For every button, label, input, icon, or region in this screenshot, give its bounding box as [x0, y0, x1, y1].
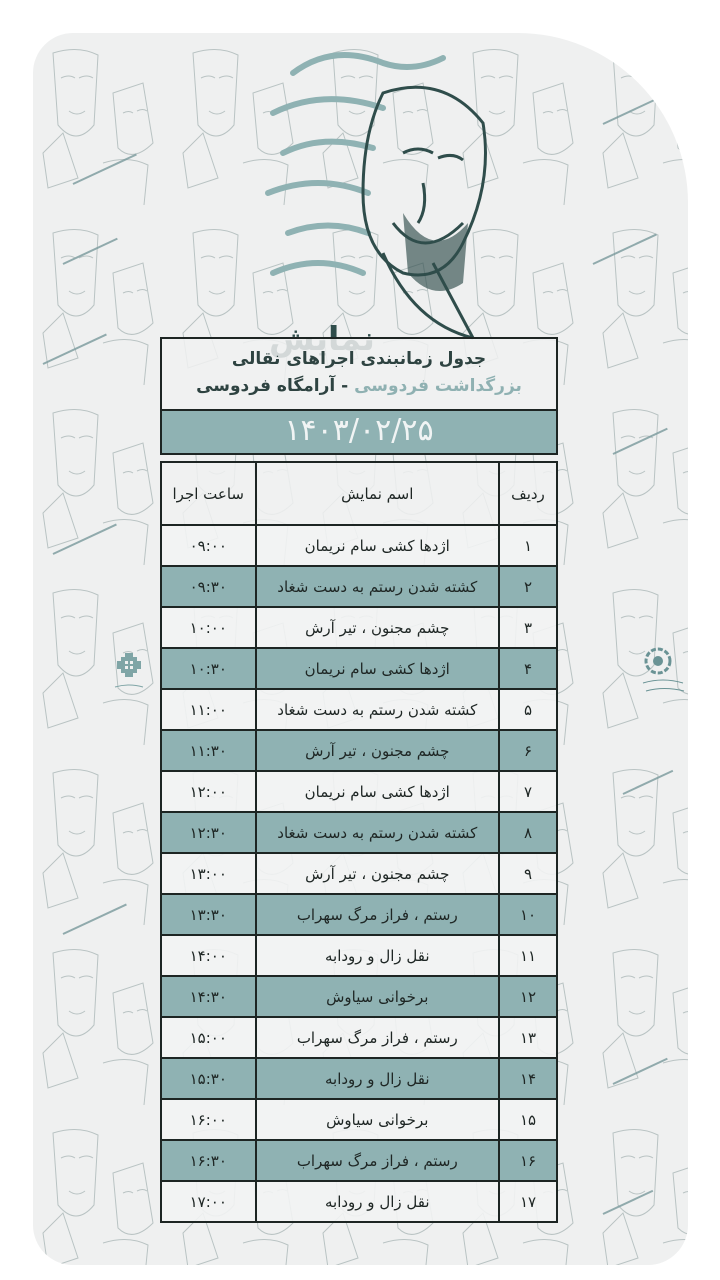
show-name: برخوانی سیاوش [256, 1099, 499, 1140]
row-number: ۳ [499, 607, 557, 648]
table-row [161, 1099, 557, 1140]
table-row [161, 525, 557, 566]
row-number: ۱۶ [499, 1140, 557, 1181]
table-row [161, 894, 557, 935]
table-row [161, 812, 557, 853]
show-name: اژدها کشی سام نریمان [256, 525, 499, 566]
table-row [161, 935, 557, 976]
header-row-number: ردیف [499, 462, 557, 525]
show-name: رستم ، فراز مرگ سهراب [256, 1017, 499, 1058]
table-row [161, 1181, 557, 1222]
show-name: رستم ، فراز مرگ سهراب [256, 1140, 499, 1181]
show-time: ۱۶:۰۰ [161, 1099, 256, 1140]
show-name: اژدها کشی سام نریمان [256, 771, 499, 812]
show-time: ۱۲:۳۰ [161, 812, 256, 853]
show-name: نقل زال و رودابه [256, 1058, 499, 1099]
show-name: کشته شدن رستم به دست شغاد [256, 566, 499, 607]
row-number: ۱۷ [499, 1181, 557, 1222]
show-time: ۰۹:۳۰ [161, 566, 256, 607]
show-name: برخوانی سیاوش [256, 976, 499, 1017]
show-time: ۱۷:۰۰ [161, 1181, 256, 1222]
row-number: ۲ [499, 566, 557, 607]
table-row [161, 976, 557, 1017]
show-name: کشته شدن رستم به دست شغاد [256, 812, 499, 853]
table-row [161, 1058, 557, 1099]
table-row [161, 566, 557, 607]
show-time: ۱۳:۰۰ [161, 853, 256, 894]
show-name: نقل زال و رودابه [256, 935, 499, 976]
schedule-section [160, 337, 558, 1223]
table-row [161, 730, 557, 771]
show-name: چشم مجنون ، تیر آرش [256, 730, 499, 771]
show-name: نقل زال و رودابه [256, 1181, 499, 1222]
table-row [161, 1140, 557, 1181]
subtitle-separator: - [335, 376, 355, 396]
municipality-emblem-icon [638, 645, 688, 705]
row-number: ۴ [499, 648, 557, 689]
schedule-table [160, 461, 558, 1223]
header-show-time: ساعت اجرا [161, 462, 256, 525]
show-time: ۰۹:۰۰ [161, 525, 256, 566]
row-number: ۵ [499, 689, 557, 730]
poster-card [33, 33, 688, 1265]
show-time: ۱۰:۳۰ [161, 648, 256, 689]
row-number: ۶ [499, 730, 557, 771]
show-time: ۱۰:۰۰ [161, 607, 256, 648]
row-number: ۱ [499, 525, 557, 566]
schedule-title-box [160, 337, 558, 409]
table-row [161, 607, 557, 648]
show-time: ۱۵:۳۰ [161, 1058, 256, 1099]
schedule-title: جدول زمانبندی اجراهای نقالی [231, 349, 487, 369]
show-name: رستم ، فراز مرگ سهراب [256, 894, 499, 935]
date-banner: ۱۴۰۳/۰۲/۲۵ [160, 409, 558, 455]
table-row [161, 689, 557, 730]
show-time: ۱۲:۰۰ [161, 771, 256, 812]
show-name: چشم مجنون ، تیر آرش [256, 853, 499, 894]
row-number: ۹ [499, 853, 557, 894]
row-number: ۸ [499, 812, 557, 853]
table-row [161, 1017, 557, 1058]
show-name: کشته شدن رستم به دست شغاد [256, 689, 499, 730]
show-time: ۱۶:۳۰ [161, 1140, 256, 1181]
row-number: ۱۵ [499, 1099, 557, 1140]
table-row [161, 648, 557, 689]
show-name: چشم مجنون ، تیر آرش [256, 607, 499, 648]
event-name: بزرگداشت فردوسی [354, 376, 522, 396]
table-row [161, 771, 557, 812]
row-number: ۱۰ [499, 894, 557, 935]
show-time: ۱۴:۳۰ [161, 976, 256, 1017]
show-time: ۱۴:۰۰ [161, 935, 256, 976]
show-time: ۱۱:۰۰ [161, 689, 256, 730]
table-row [161, 853, 557, 894]
row-number: ۱۲ [499, 976, 557, 1017]
show-name: اژدها کشی سام نریمان [256, 648, 499, 689]
row-number: ۱۳ [499, 1017, 557, 1058]
table-header-row [161, 462, 557, 525]
cultural-emblem-icon [113, 651, 145, 691]
row-number: ۱۴ [499, 1058, 557, 1099]
venue-name: آرامگاه فردوسی [196, 376, 336, 396]
schedule-subtitle [162, 373, 556, 399]
show-time: ۱۱:۳۰ [161, 730, 256, 771]
row-number: ۱۱ [499, 935, 557, 976]
show-time: ۱۵:۰۰ [161, 1017, 256, 1058]
row-number: ۷ [499, 771, 557, 812]
header-show-name: اسم نمایش [256, 462, 499, 525]
show-time: ۱۳:۳۰ [161, 894, 256, 935]
ferdowsi-portrait-illustration [233, 33, 503, 343]
